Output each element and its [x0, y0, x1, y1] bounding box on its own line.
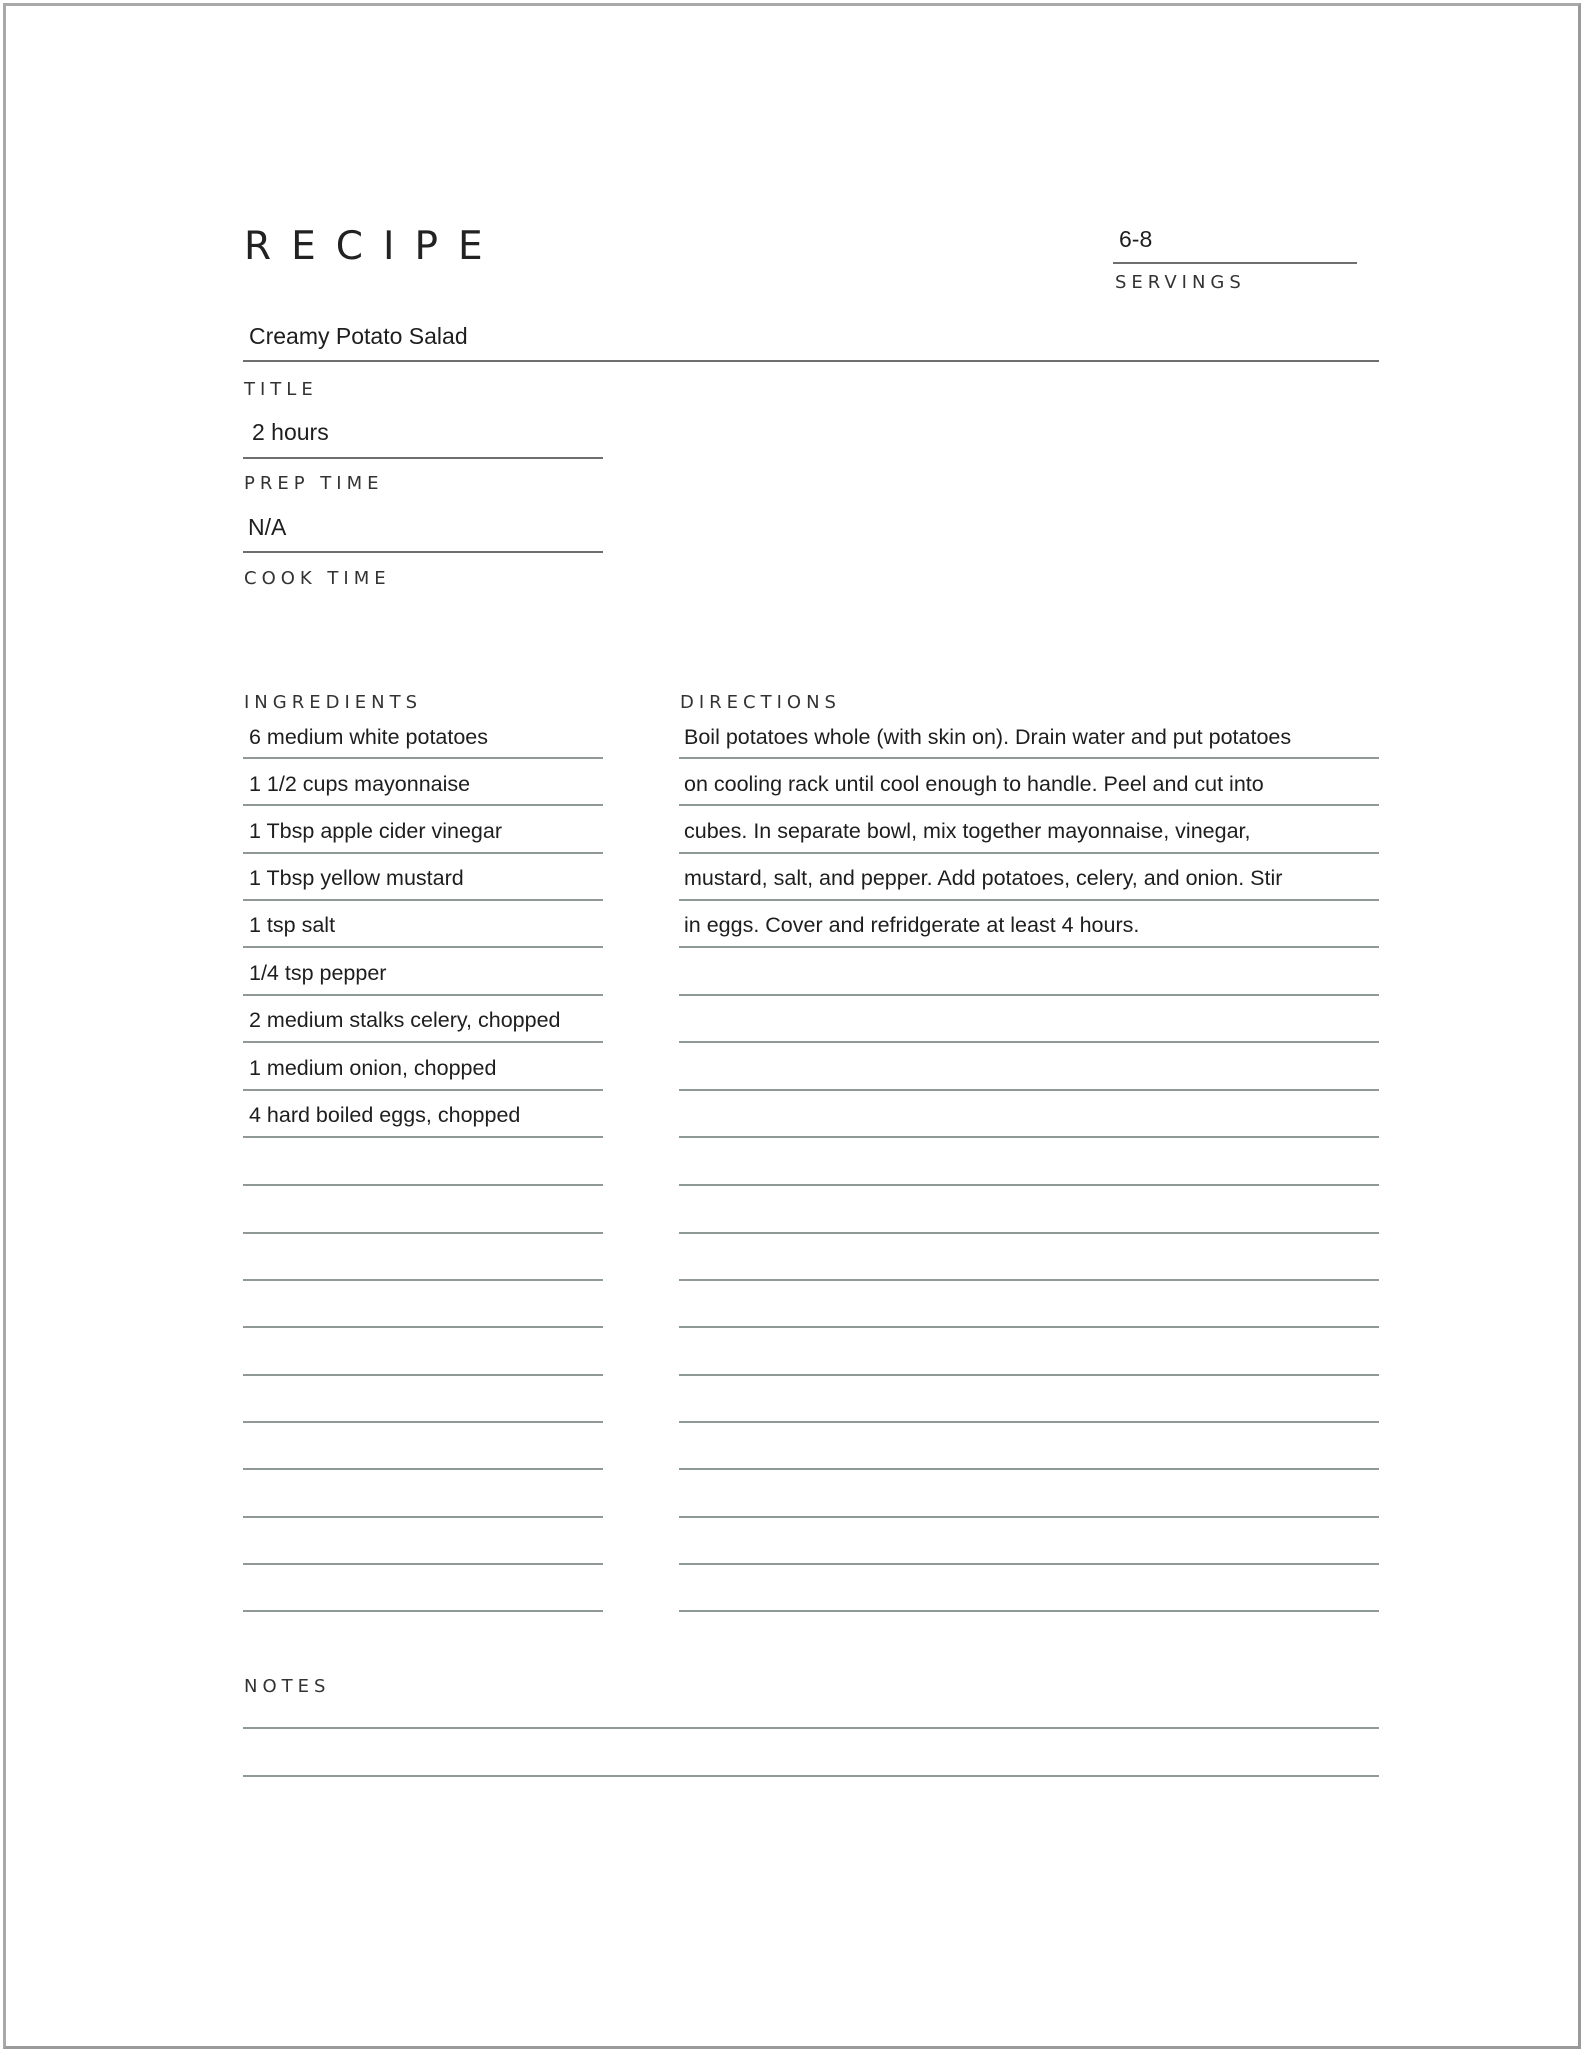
ingredient-item[interactable]: 1 tsp salt	[249, 913, 336, 937]
recipe-heading: RECIPE	[244, 224, 503, 269]
page-frame	[3, 3, 1581, 2049]
direction-rule	[679, 852, 1379, 854]
direction-rule	[679, 1421, 1379, 1423]
ingredient-rule	[243, 1184, 603, 1186]
ingredient-item[interactable]: 6 medium white potatoes	[249, 725, 489, 749]
title-value[interactable]: Creamy Potato Salad	[249, 323, 468, 349]
ingredient-rule	[243, 1232, 603, 1234]
servings-value[interactable]: 6-8	[1119, 226, 1153, 252]
ingredient-item[interactable]: 1 medium onion, chopped	[249, 1056, 497, 1080]
ingredient-rule	[243, 1610, 603, 1612]
ingredient-rule	[243, 1421, 603, 1423]
direction-rule	[679, 899, 1379, 901]
direction-line[interactable]: cubes. In separate bowl, mix together mayonnaise, vinegar,	[684, 819, 1251, 843]
title-label: TITLE	[244, 379, 318, 400]
direction-line[interactable]: mustard, salt, and pepper. Add potatoes, celery, and onion. Stir	[684, 866, 1283, 890]
ingredient-rule	[243, 899, 603, 901]
ingredient-rule	[243, 1041, 603, 1043]
directions-label: DIRECTIONS	[680, 692, 841, 713]
direction-rule	[679, 1089, 1379, 1091]
ingredient-item[interactable]: 1 Tbsp yellow mustard	[249, 866, 464, 890]
ingredient-rule	[243, 994, 603, 996]
ingredient-rule	[243, 1279, 603, 1281]
direction-rule	[679, 1136, 1379, 1138]
direction-rule	[679, 1374, 1379, 1376]
ingredient-item[interactable]: 4 hard boiled eggs, chopped	[249, 1103, 521, 1127]
notes-rule[interactable]	[243, 1775, 1379, 1777]
direction-rule	[679, 757, 1379, 759]
direction-rule	[679, 1516, 1379, 1518]
ingredient-rule	[243, 1136, 603, 1138]
cook-time-label: COOK TIME	[244, 568, 391, 589]
servings-label: SERVINGS	[1115, 272, 1246, 293]
direction-rule	[679, 1610, 1379, 1612]
ingredient-rule	[243, 804, 603, 806]
direction-rule	[679, 1232, 1379, 1234]
direction-rule	[679, 1326, 1379, 1328]
prep-time-value[interactable]: 2 hours	[252, 419, 329, 445]
cook-time-underline	[243, 551, 603, 553]
ingredient-rule	[243, 1516, 603, 1518]
ingredients-label: INGREDIENTS	[244, 692, 423, 713]
direction-line[interactable]: Boil potatoes whole (with skin on). Drain water and put potatoes	[684, 725, 1292, 749]
direction-rule	[679, 1468, 1379, 1470]
direction-line[interactable]: on cooling rack until cool enough to handle. Peel and cut into	[684, 772, 1264, 796]
ingredient-rule	[243, 1374, 603, 1376]
direction-rule	[679, 804, 1379, 806]
ingredient-item[interactable]: 1 Tbsp apple cider vinegar	[249, 819, 502, 843]
cook-time-value[interactable]: N/A	[248, 514, 287, 540]
direction-rule	[679, 1563, 1379, 1565]
direction-line[interactable]: in eggs. Cover and refridgerate at least 4 hours.	[684, 913, 1140, 937]
direction-rule	[679, 994, 1379, 996]
ingredient-rule	[243, 852, 603, 854]
direction-rule	[679, 1041, 1379, 1043]
ingredient-rule	[243, 946, 603, 948]
ingredient-item[interactable]: 1 1/2 cups mayonnaise	[249, 772, 471, 796]
title-underline	[243, 360, 1379, 362]
prep-time-underline	[243, 457, 603, 459]
ingredient-rule	[243, 1089, 603, 1091]
servings-underline	[1113, 262, 1357, 264]
prep-time-label: PREP TIME	[244, 473, 384, 494]
direction-rule	[679, 946, 1379, 948]
notes-rule[interactable]	[243, 1727, 1379, 1729]
ingredient-item[interactable]: 2 medium stalks celery, chopped	[249, 1008, 561, 1032]
ingredient-rule	[243, 1563, 603, 1565]
ingredient-rule	[243, 1468, 603, 1470]
ingredient-rule	[243, 757, 603, 759]
direction-rule	[679, 1184, 1379, 1186]
direction-rule	[679, 1279, 1379, 1281]
ingredient-rule	[243, 1326, 603, 1328]
ingredient-item[interactable]: 1/4 tsp pepper	[249, 961, 387, 985]
notes-label: NOTES	[244, 1676, 331, 1697]
